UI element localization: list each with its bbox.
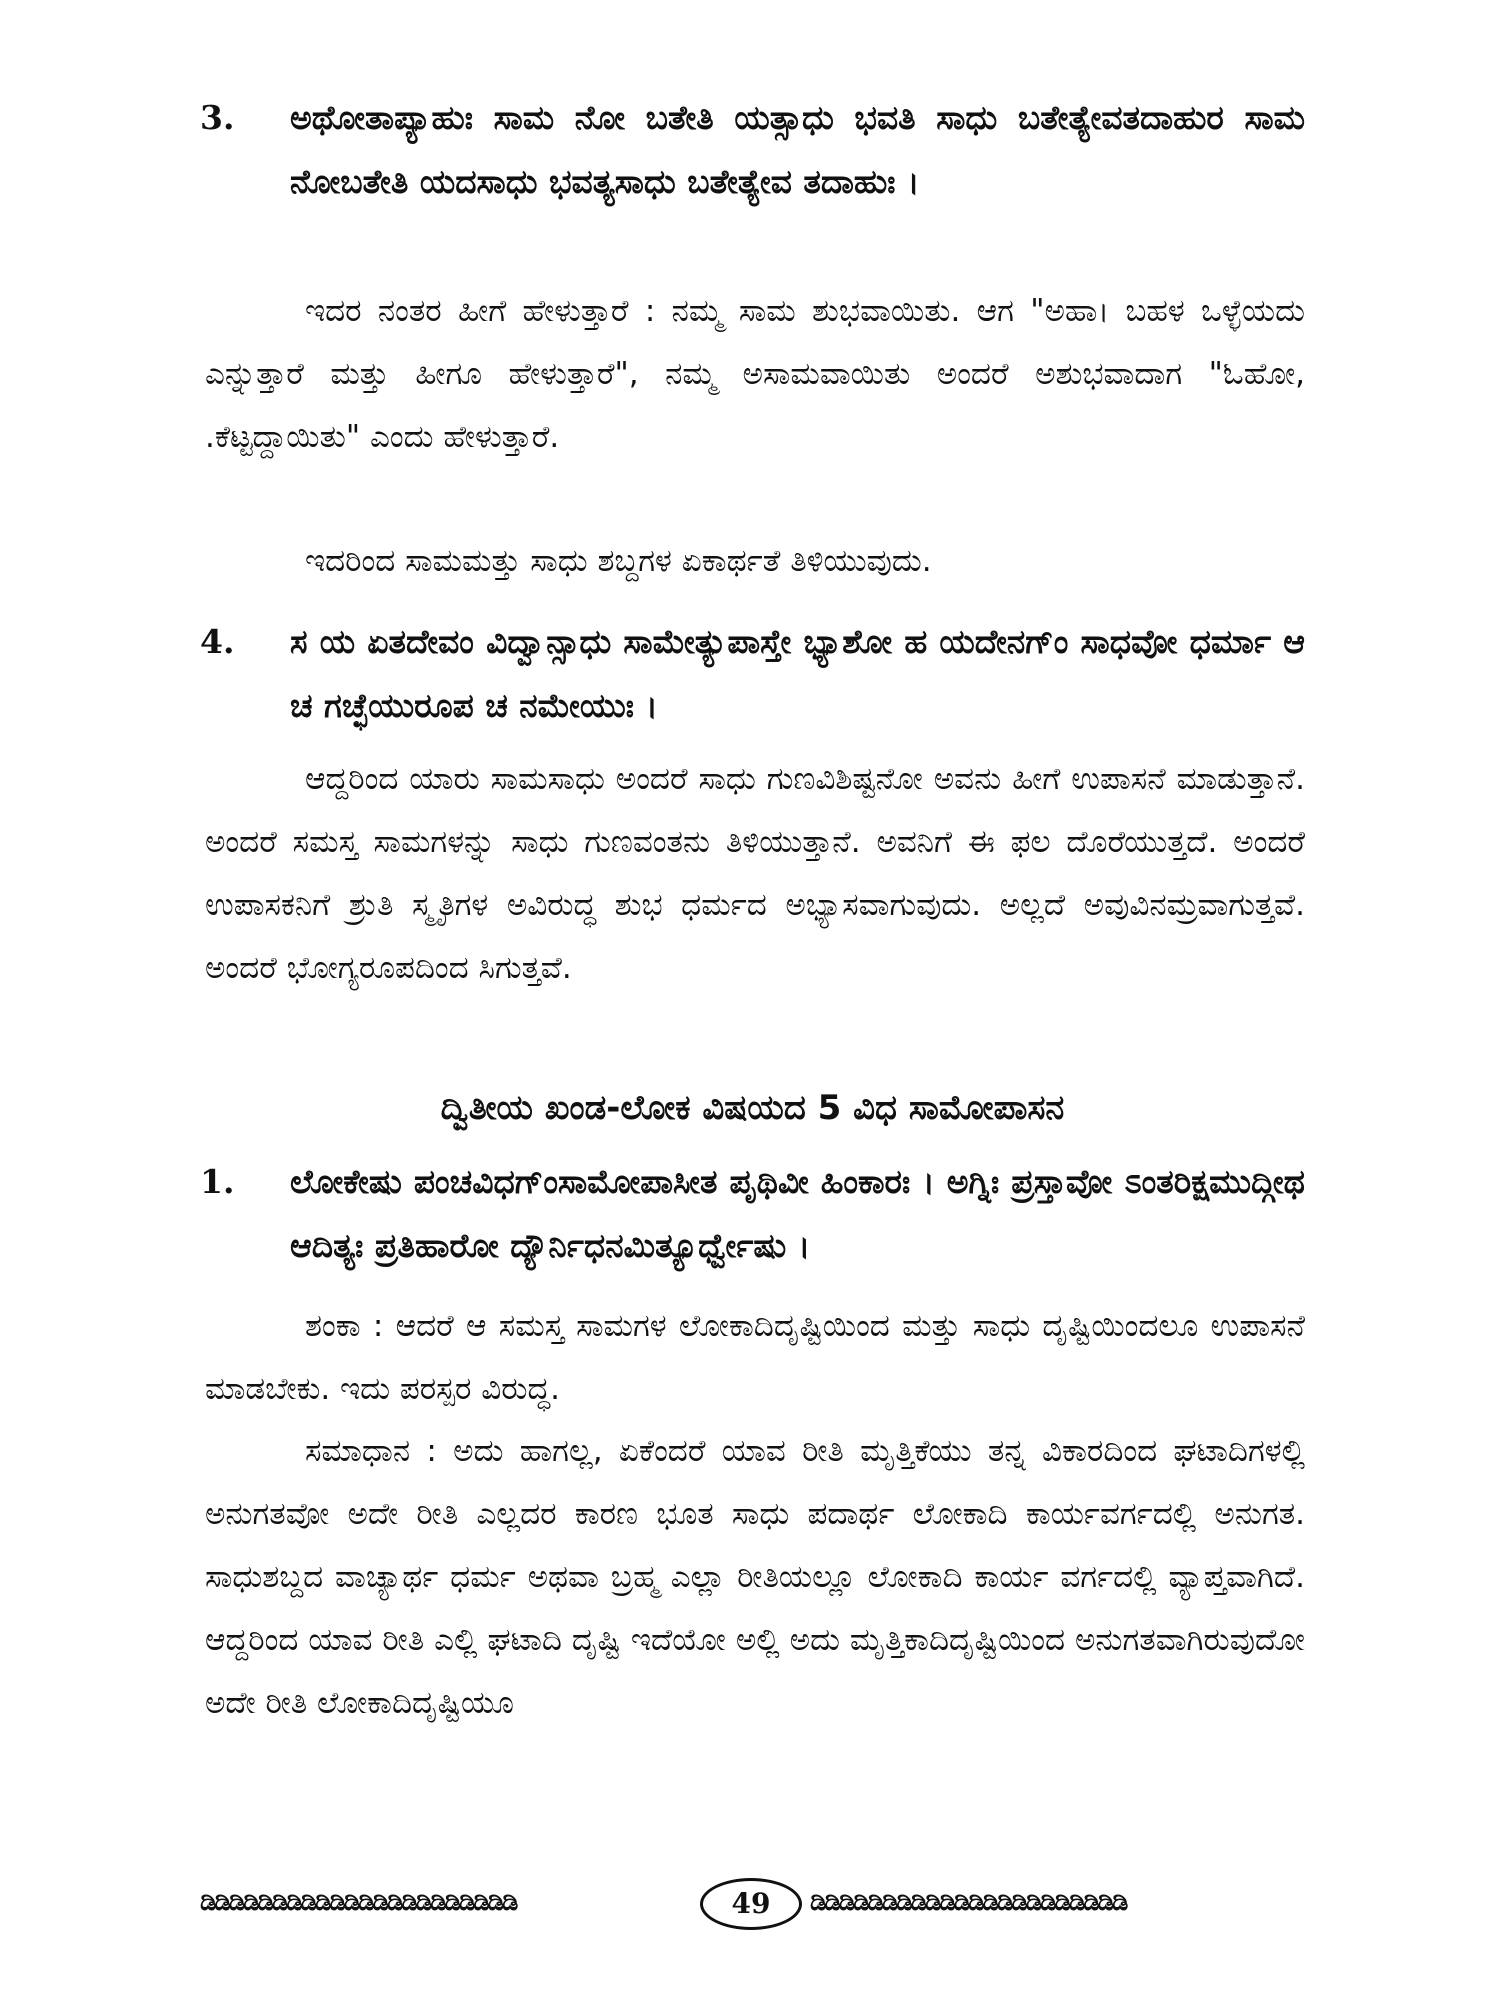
verse-number: 1. [200, 1162, 235, 1201]
paragraph: ಆದ್ದರಿಂದ ಯಾರು ಸಾಮಸಾಧು ಅಂದರೆ ಸಾಧು ಗುಣವಿಶಿಷ್ಟನೋ ಅವನು ಹೀಗೆ ಉಪಾಸನೆ ಮಾಡುತ್ತಾನೆ. ಅಂದರೆ ಸಮಸ್ತ ಸಾಮಗಳನ್ನು ಸಾಧು ಗುಣವಂತನು ತಿಳಿಯುತ್ತಾನೆ. ಅವನಿಗೆ ಈ ಫಲ ದೊರೆಯುತ್ತದೆ. ಅಂದರೆ ಉಪಾಸಕನಿಗೆ ಶ್ರುತಿ ಸ್ಮೃತಿಗಳ ಅವಿರುದ್ಧ ಶುಭ ಧರ್ಮದ ಅಭ್ಯಾಸವಾಗುವುದು. ಅಲ್ಲದೆ ಅವುವಿನಮ್ರವಾಗುತ್ತವೆ. ಅಂದರೆ ಭೋಗ್ಯರೂಪದಿಂದ ಸಿಗುತ್ತವೆ. [205, 761, 1305, 986]
page-footer [200, 1878, 1310, 1928]
section-heading: ದ್ವಿತೀಯ ಖಂಡ-ಲೋಕ ವಿಷಯದ 5 ವಿಧ ಸಾಮೋಪಾಸನ [440, 1088, 1065, 1128]
verse-number: 3. [200, 98, 235, 137]
decorative-border-left: ಡಿಡಿಡಿಡಿಡಿಡಿಡಿಡಿಡಿಡಿಡಿಡಿಡಿಡಿಡಿಡಿಡಿಡಿಡಿಡಿಡಿಡಿ [200, 1887, 517, 1917]
paragraph: ಇದರ ನಂತರ ಹೀಗೆ ಹೇಳುತ್ತಾರೆ : ನಮ್ಮ ಸಾಮ ಶುಭವಾಯಿತು. ಆಗ "ಅಹಾ। ಬಹಳ ಒಳ್ಳೆಯದು ಎನ್ನುತ್ತಾರೆ ಮತ್ತು ಹೀಗೂ ಹೇಳುತ್ತಾರೆ", ನಮ್ಮ ಅಸಾಮವಾಯಿತು ಅಂದರೆ ಅಶುಭವಾದಾಗ "ಓಹೋ, .ಕೆಟ್ಟದ್ದಾಯಿತು" ಎಂದು ಹೇಳುತ್ತಾರೆ. [205, 293, 1305, 455]
verse-text: ಲೋಕೇಷು ಪಂಚವಿಧಗ್ಂಸಾಮೋಪಾಸೀತ ಪೃಥಿವೀ ಹಿಂಕಾರಃ । ಅಗ್ನಿಃ ಪ್ರಸ್ತಾವೋ ಽಂತರಿಕ್ಷಮುದ್ಗೀಥ ಆದಿತ್ಯಃ ಪ್ರತಿಹಾರೋ ದ್ಯೌರ್ನಿಧನಮಿತ್ಯೂರ್ಧ್ವೇಷು । [290, 1162, 1305, 1265]
verse-3 [200, 86, 1305, 214]
verse-1 [200, 1150, 1305, 1278]
paragraph: ಸಮಾಧಾನ : ಅದು ಹಾಗಲ್ಲ, ಏಕೆಂದರೆ ಯಾವ ರೀತಿ ಮೃತ್ತಿಕೆಯು ತನ್ನ ವಿಕಾರದಿಂದ ಘಟಾದಿಗಳಲ್ಲಿ ಅನುಗತವೋ ಅದೇ ರೀತಿ ಎಲ್ಲದರ ಕಾರಣ ಭೂತ ಸಾಧು ಪದಾರ್ಥ ಲೋಕಾದಿ ಕಾರ್ಯವರ್ಗದಲ್ಲಿ ಅನುಗತ. ಸಾಧುಶಬ್ದದ ವಾಚ್ಯಾರ್ಥ ಧರ್ಮ ಅಥವಾ ಬ್ರಹ್ಮ ಎಲ್ಲಾ ರೀತಿಯಲ್ಲೂ ಲೋಕಾದಿ ಕಾರ್ಯ ವರ್ಗದಲ್ಲಿ ವ್ಯಾಪ್ತವಾಗಿದೆ. ಆದ್ದರಿಂದ ಯಾವ ರೀತಿ ಎಲ್ಲಿ ಘಟಾದಿ ದೃಷ್ಟಿ ಇದೆಯೋ ಅಲ್ಲಿ ಅದು ಮೃತ್ತಿಕಾದಿದೃಷ್ಟಿಯಿಂದ ಅನುಗತವಾಗಿರುವುದೋ ಅದೇ ರೀತಿ ಲೋಕಾದಿದೃಷ್ಟಿಯೂ [205, 1433, 1305, 1721]
verse-text: ಅಥೋತಾಪ್ಯಾಹುಃ ಸಾಮ ನೋ ಬತೇತಿ ಯತ್ಸಾಧು ಭವತಿ ಸಾಧು ಬತೇತ್ಯೇವತದಾಹುರ ಸಾಮ ನೋಬತೇತಿ ಯದಸಾಧು ಭವತ್ಯಸಾಧು ಬತೇತ್ಯೇವ ತದಾಹುಃ । [290, 98, 1305, 201]
verse-4 [200, 610, 1305, 738]
page-number: 49 [700, 1878, 802, 1930]
paragraph: ಇದರಿಂದ ಸಾಮಮತ್ತು ಸಾಧು ಶಬ್ದಗಳ ಏಕಾರ್ಥತೆ ತಿಳಿಯುವುದು. [305, 543, 932, 579]
verse-text: ಸ ಯ ಏತದೇವಂ ವಿದ್ವಾನ್ಸಾಧು ಸಾಮೇತ್ಯುಪಾಸ್ತೇ ಭ್ಯಾಶೋ ಹ ಯದೇನಗ್ಂ ಸಾಧವೋ ಧರ್ಮಾ ಆ ಚ ಗಚ್ಛೆಯುರೂಪ ಚ ನಮೇಯುಃ । [290, 622, 1305, 725]
verse-number: 4. [200, 622, 235, 661]
paragraph: ಶಂಕಾ : ಆದರೆ ಆ ಸಮಸ್ತ ಸಾಮಗಳ ಲೋಕಾದಿದೃಷ್ಟಿಯಿಂದ ಮತ್ತು ಸಾಧು ದೃಷ್ಟಿಯಿಂದಲೂ ಉಪಾಸನೆ ಮಾಡಬೇಕು. ಇದು ಪರಸ್ಪರ ವಿರುದ್ಧ. [205, 1308, 1305, 1407]
decorative-border-right: ಡಿಡಿಡಿಡಿಡಿಡಿಡಿಡಿಡಿಡಿಡಿಡಿಡಿಡಿಡಿಡಿಡಿಡಿಡಿಡಿಡಿಡಿ [810, 1887, 1127, 1917]
